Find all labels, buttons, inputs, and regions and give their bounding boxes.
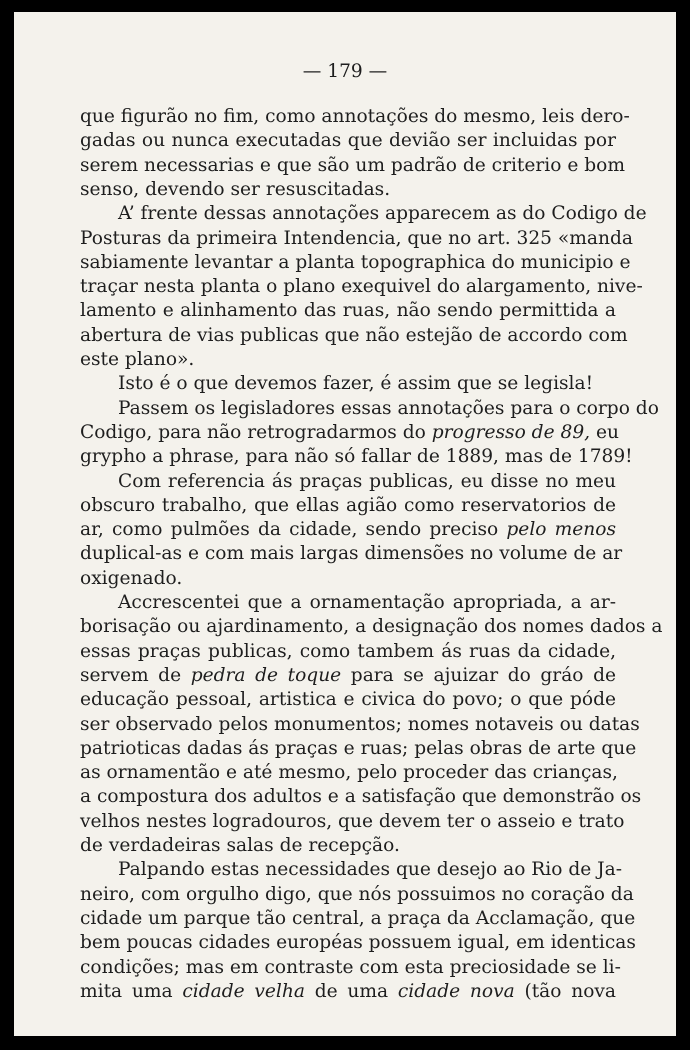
- text-line: cidade um parque tão central, a praça da Acclamação, que: [80, 907, 636, 929]
- text-line: patrioticas dadas ás praças e ruas; pelas obras de arte que: [80, 737, 637, 759]
- text-line: as ornamentão e até mesmo, pelo proceder das crianças,: [80, 762, 618, 784]
- text-line: borisação ou ajardinamento, a designação dos nomes dados a: [80, 616, 663, 638]
- text-line: neiro, com orgulho digo, que nós possuimos no coração da: [80, 883, 634, 905]
- text-line: Codigo, para não retrogradarmos do progresso de 89, eu: [80, 421, 619, 443]
- text-line: velhos nestes logradouros, que devem ter o asseio e trato: [80, 810, 625, 832]
- text-line: Posturas da primeira Intendencia, que no art. 325 «manda: [80, 227, 633, 249]
- text-line: A’ frente dessas annotações apparecem as do Codigo de: [118, 203, 647, 225]
- text-line: sabiamente levantar a planta topographica do municipio e: [80, 251, 631, 273]
- text-line: que figurão no fim, como annotações do mesmo, leis dero-: [80, 106, 630, 127]
- text-line: essas praças publicas, como tambem ás ruas da cidade,: [80, 640, 616, 662]
- text-line: este plano».: [80, 349, 195, 370]
- text-line: educação pessoal, artistica e civica do povo; o que póde: [80, 689, 616, 711]
- text-line: obscuro trabalho, que ellas agião como reservatorios de: [80, 494, 616, 516]
- text-line: condições; mas em contraste com esta preciosidade se li-: [80, 956, 621, 978]
- text-line: a compostura dos adultos e a satisfação que demonstrão os: [80, 786, 642, 808]
- text-line: mita uma cidade velha de uma cidade nova (tão nova: [80, 980, 616, 1002]
- text-line: Isto é o que devemos fazer, é assim que se legisla!: [118, 373, 594, 395]
- text-line: senso, devendo ser resuscitadas.: [80, 178, 391, 200]
- text-line: traçar nesta planta o plano exequivel do alargamento, nive-: [80, 276, 643, 298]
- text-line: Accrescentei que a ornamentação apropriada, a ar-: [118, 592, 616, 613]
- text-line: abertura de vias publicas que não estejão de accordo com: [80, 324, 628, 346]
- page-number: — 179 —: [302, 61, 388, 82]
- text-line: gadas ou nunca executadas que devião ser incluidas por: [80, 130, 616, 152]
- text-line: ser observado pelos monumentos; nomes notaveis ou datas: [80, 713, 640, 735]
- text-line: de verdadeiras salas de recepção.: [80, 835, 400, 856]
- text-line: ar, como pulmões da cidade, sendo preciso pelo menos: [80, 519, 616, 541]
- text-line: serem necessarias e que são um padrão de criterio e bom: [80, 154, 625, 176]
- text-line: servem de pedra de toque para se ajuizar do gráo de: [80, 664, 616, 686]
- text-line: Passem os legisladores essas annotações para o corpo do: [118, 397, 659, 419]
- text-line: oxigenado.: [80, 567, 183, 589]
- book-page: [14, 12, 676, 1036]
- text-line: duplical-as e com mais largas dimensões no volume de ar: [80, 543, 623, 565]
- text-line: Com referencia ás praças publicas, eu disse no meu: [118, 470, 616, 492]
- text-line: grypho a phrase, para não só fallar de 1889, mas de 1789!: [80, 446, 633, 468]
- text-line: Palpando estas necessidades que desejo ao Rio de Ja-: [118, 859, 623, 881]
- text-line: lamento e alinhamento das ruas, não sendo permittida a: [80, 300, 616, 322]
- text-line: bem poucas cidades européas possuem igual, em identicas: [80, 932, 636, 954]
